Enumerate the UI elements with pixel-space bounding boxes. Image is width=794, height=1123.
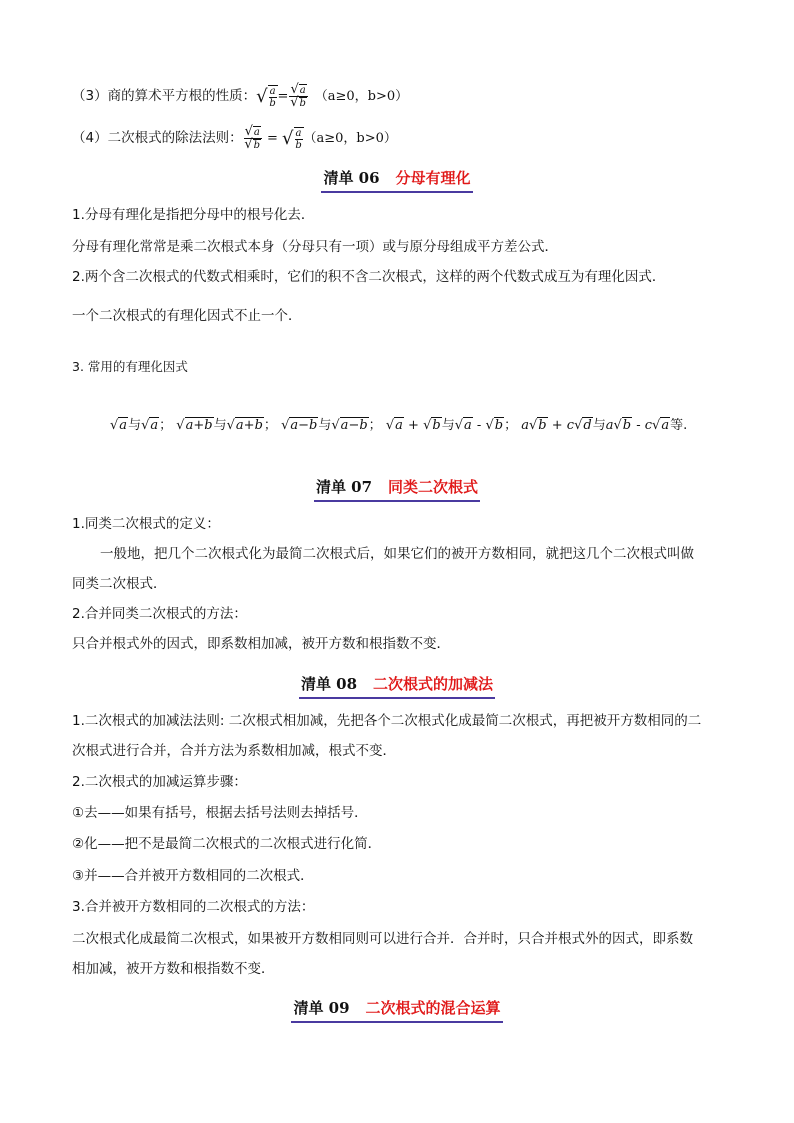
- section-08-title: 二次根式的加减法: [373, 675, 494, 693]
- rule-4-condition: （a≥0，b>0）: [303, 131, 397, 146]
- rule-3-condition: （a≥0，b>0）: [314, 89, 409, 104]
- section-07-p4: 2.合并同类二次根式的方法：: [72, 606, 247, 622]
- section-07-p5: 只合并根式外的因式，即系数相加减，被开方数和根指数不变．: [72, 636, 450, 652]
- section-08-step-3: ③并——合并被开方数相同的二次根式．: [72, 868, 314, 884]
- section-06-number: 清单 06: [323, 169, 380, 187]
- section-08-p9: 相加减，被开方数和根指数不变．: [72, 961, 275, 977]
- section-08-p2: 次根式进行合并，合并方法为系数相加减，根式不变．: [72, 743, 396, 759]
- section-08-p3: 2.二次根式的加减运算步骤：: [72, 774, 247, 790]
- rule-4: [72, 126, 397, 151]
- rule-3-formula: √ $\frac{a}{b}$ = $\frac{√a}{√b}$: [256, 82, 306, 110]
- section-08-p7: 3.合并被开方数相同的二次根式的方法：: [72, 899, 315, 915]
- section-07-number: 清单 07: [315, 478, 373, 496]
- rule-3: [72, 84, 408, 109]
- section-09-title: 二次根式的混合运算: [365, 999, 501, 1017]
- section-06-p5: 3. 常用的有理化因式: [72, 359, 188, 374]
- section-07-p1: 1.同类二次根式的定义：: [72, 516, 220, 532]
- section-09-number: 清单 09: [293, 999, 350, 1017]
- section-06-title: 分母有理化: [395, 169, 471, 187]
- section-07-header: [0, 476, 794, 502]
- section-07-p3: 同类二次根式．: [72, 576, 167, 592]
- section-06-p1: 1.分母有理化是指把分母中的根号化去．: [72, 207, 315, 223]
- section-06-p2: 分母有理化常常是乘二次根式本身（分母只有一项）或与原分母组成平方差公式．: [72, 239, 558, 255]
- rationalizing-factors-formula: √a与√a； √a+b与√a+b； √a−b与√a−b； √a + √b与√a - √b； a√b + c√d与a√b - c√a等.: [110, 418, 688, 433]
- section-06-p3: 2.两个含二次根式的代数式相乘时，它们的积不含二次根式，这样的两个代数式成互为有理化因式．: [72, 269, 666, 285]
- section-07-title: 同类二次根式: [388, 478, 479, 496]
- rule-3-label: （3）商的算术平方根的性质：: [72, 88, 257, 104]
- section-08-p1: 1.二次根式的加减法法则: 二次根式相加减，先把各个二次根式化成最简二次根式，再把被开方数相同的二: [72, 713, 702, 729]
- section-09-header: [0, 997, 794, 1023]
- rule-4-label: （4）二次根式的除法法则：: [72, 130, 243, 146]
- rule-4-formula: $\frac{√a}{√b}$ = √ $\frac{a}{b}$: [244, 124, 302, 152]
- section-08-number: 清单 08: [300, 675, 358, 693]
- section-08-p8: 二次根式化成最简二次根式，如果被开方数相同则可以进行合并．合并时，只合并根式外的因式，即系数: [72, 931, 693, 947]
- section-08-header: [0, 673, 794, 699]
- section-08-step-1: ①去——如果有括号，根据去括号法则去掉括号．: [72, 805, 368, 821]
- section-06-header: [0, 167, 794, 193]
- section-07-p2: 一般地，把几个二次根式化为最简二次根式后，如果它们的被开方数相同，就把这几个二次根式叫做: [100, 546, 694, 562]
- section-08-step-2: ②化——把不是最简二次根式的二次根式进行化简．: [72, 836, 382, 852]
- section-06-p4: 一个二次根式的有理化因式不止一个．: [72, 308, 302, 324]
